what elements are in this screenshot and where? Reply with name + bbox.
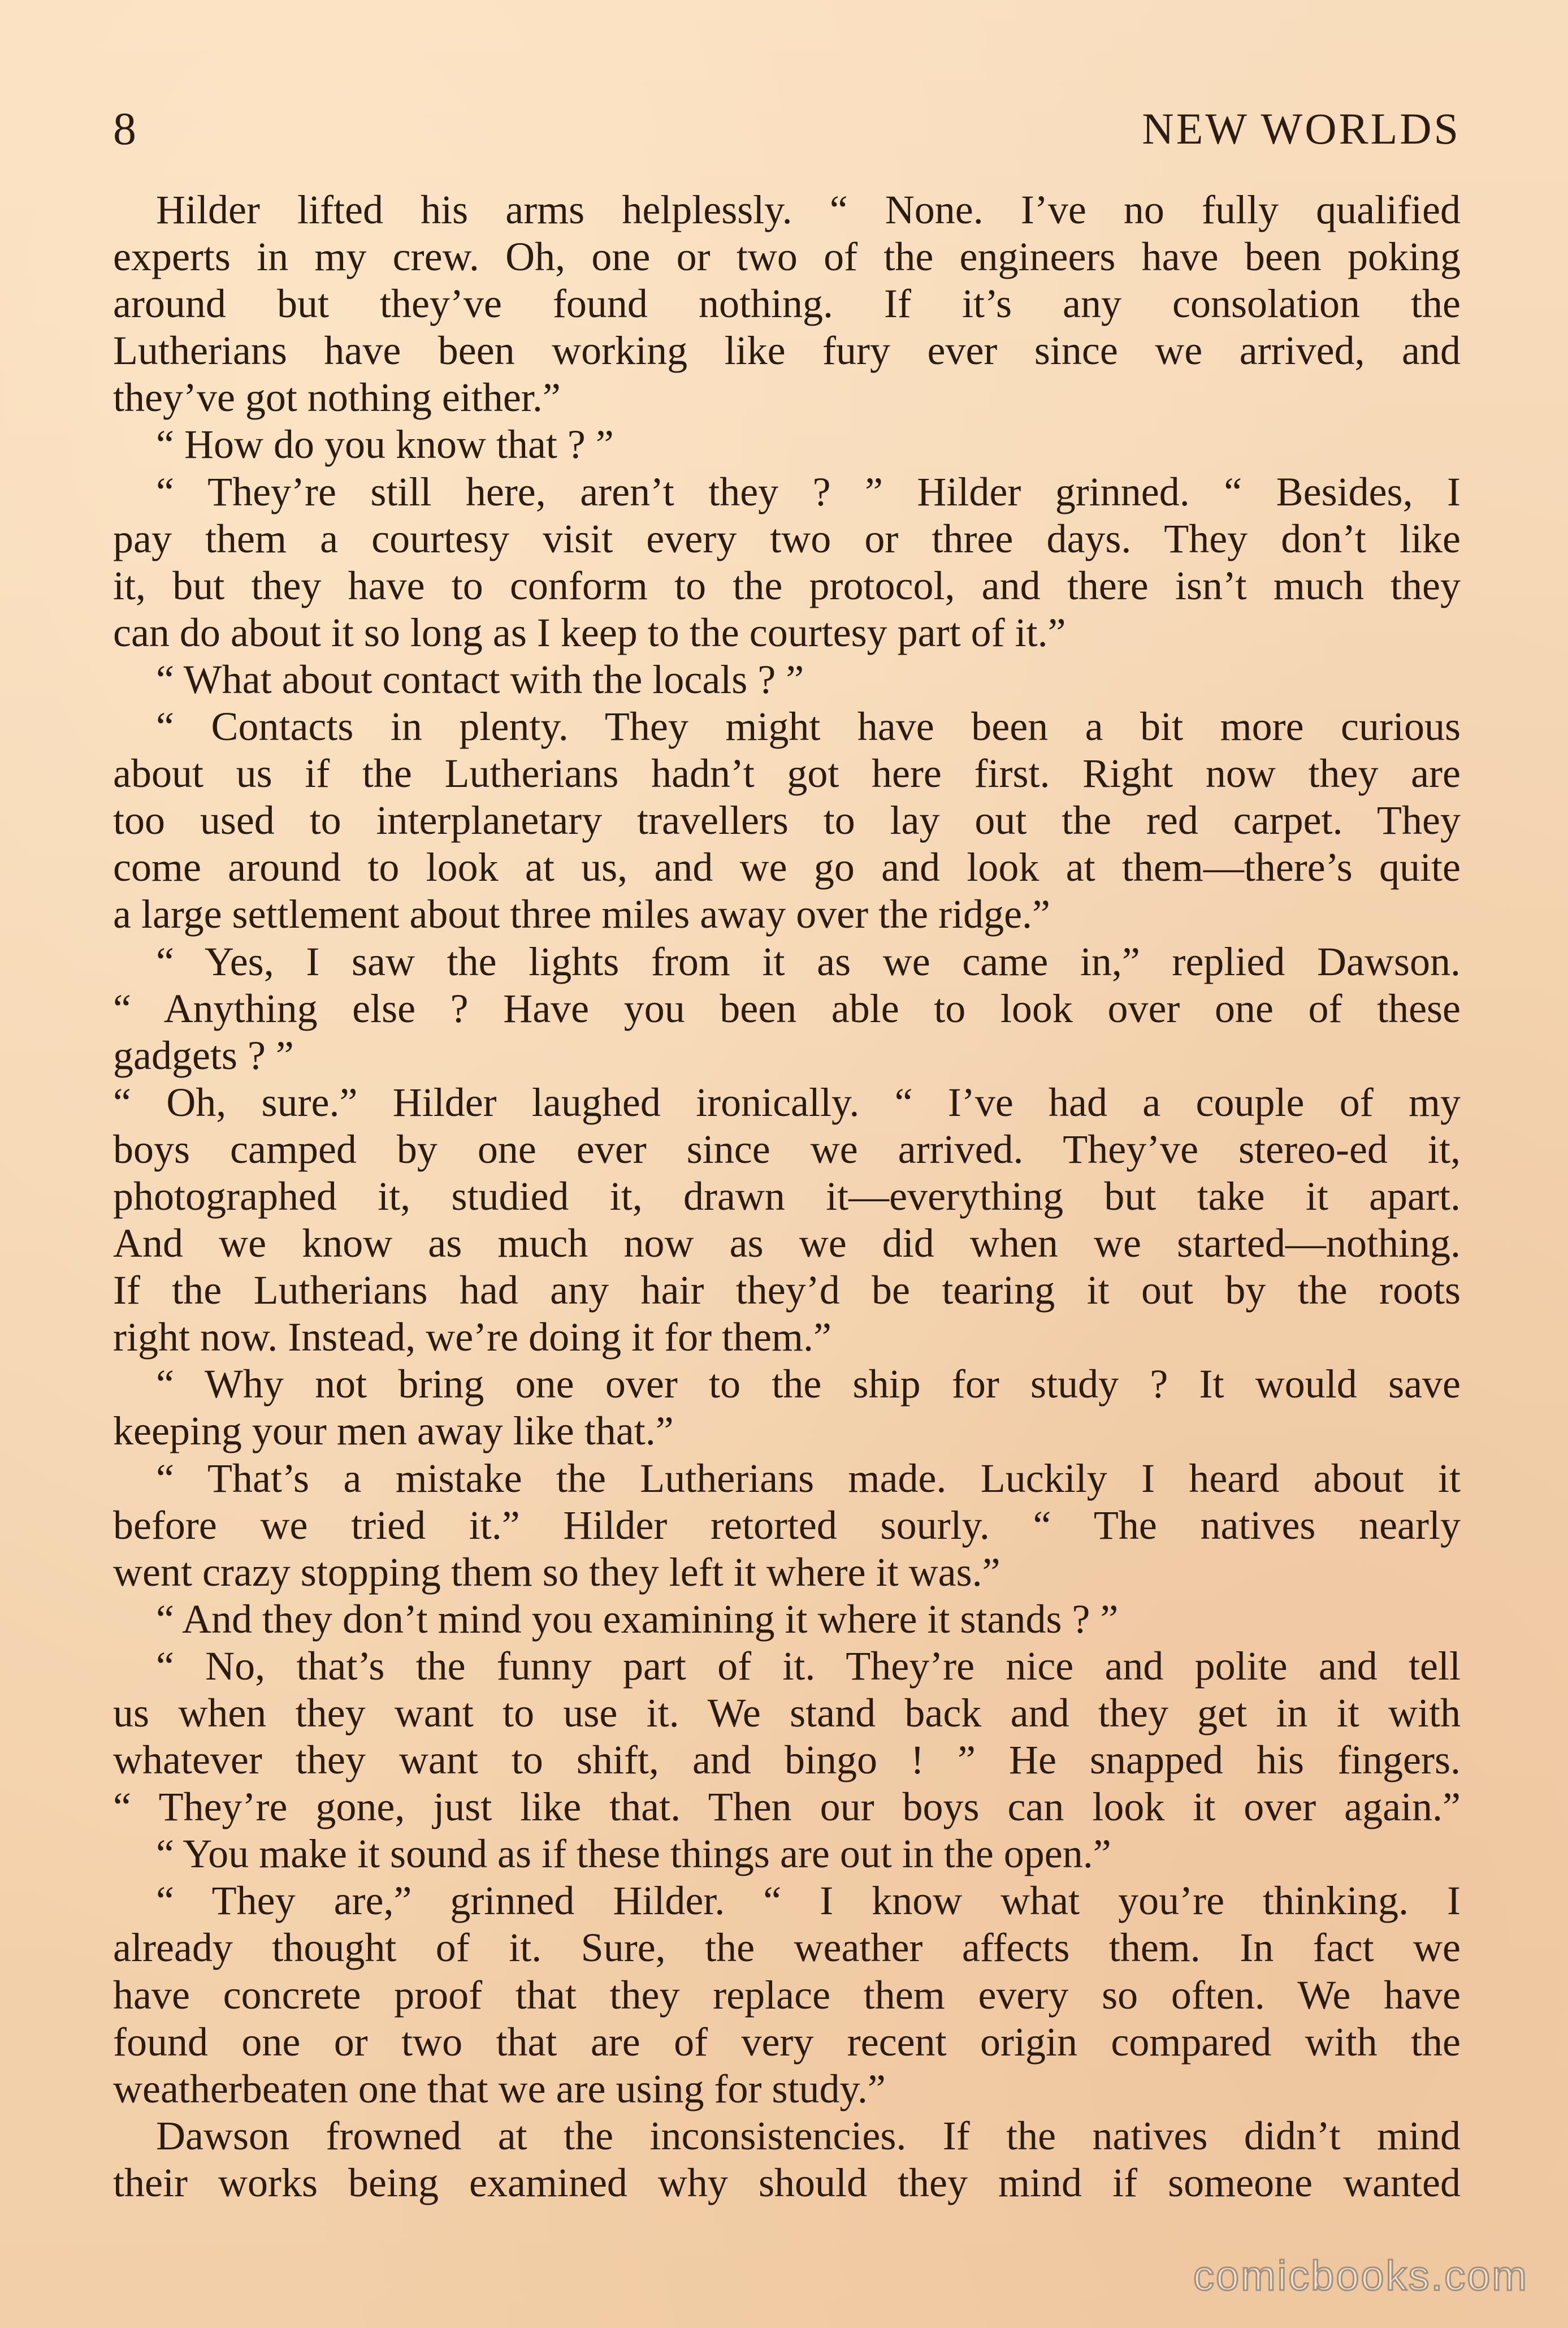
text-line: “ How do you know that ? ” bbox=[156, 422, 614, 468]
text-line: pay them a courtesy visit every two or three days. They don’t like bbox=[113, 516, 1461, 561]
text-line: can do about it so long as I keep to the courtesy part of it.” bbox=[113, 609, 1066, 655]
text-line: about us if the Lutherians hadn’t got here first. Right now they are bbox=[113, 751, 1461, 797]
text-line: “ Contacts in plenty. They might have been a bit more curious bbox=[156, 704, 1461, 750]
text-line: Lutherians have been working like fury ever since we arrived, and bbox=[113, 328, 1461, 374]
text-line: photographed it, studied it, drawn it—everything but take it apart. bbox=[113, 1173, 1461, 1219]
text-line: “ Oh, sure.” Hilder laughed ironically. “ I’ve had a couple of my bbox=[113, 1079, 1461, 1125]
text-line: Hilder lifted his arms helplessly. “ None. I’ve no fully qualified bbox=[156, 187, 1461, 232]
text-line: found one or two that are of very recent origin compared with the bbox=[113, 2019, 1461, 2065]
text-line: And we know as much now as we did when we started—nothing. bbox=[113, 1221, 1461, 1266]
text-line: right now. Instead, we’re doing it for them.” bbox=[113, 1314, 831, 1360]
watermark-logo: comicbooks.com bbox=[1193, 2252, 1528, 2299]
text-line: If the Lutherians had any hair they’d be tearing it out by the roots bbox=[113, 1267, 1461, 1313]
text-line: they’ve got nothing either.” bbox=[113, 375, 561, 421]
text-line: a large settlement about three miles away over the ridge.” bbox=[113, 892, 1051, 937]
text-line: “ You make it sound as if these things are out in the open.” bbox=[156, 1831, 1111, 1877]
body-text bbox=[113, 187, 1461, 2206]
text-line: “ And they don’t mind you examining it where it stands ? ” bbox=[156, 1596, 1119, 1642]
text-line: went crazy stopping them so they left it where it was.” bbox=[113, 1549, 1000, 1595]
text-line: “ That’s a mistake the Lutherians made. Luckily I heard about it bbox=[156, 1455, 1461, 1501]
text-line: “ They are,” grinned Hilder. “ I know what you’re thinking. I bbox=[156, 1878, 1461, 1924]
text-line: “ Why not bring one over to the ship for study ? It would save bbox=[156, 1361, 1461, 1407]
text-line: Dawson frowned at the inconsistencies. If the natives didn’t mind bbox=[156, 2113, 1461, 2158]
page-header bbox=[113, 95, 1461, 163]
text-line: boys camped by one ever since we arrived. They’ve stereo-ed it, bbox=[113, 1126, 1461, 1172]
text-line: it, but they have to conform to the protocol, and there isn’t much they bbox=[113, 562, 1461, 608]
text-line: already thought of it. Sure, the weather affects them. In fact we bbox=[113, 1925, 1461, 1971]
text-line: before we tried it.” Hilder retorted sourly. “ The natives nearly bbox=[113, 1502, 1461, 1548]
text-line: around but they’ve found nothing. If it’s any consolation the bbox=[113, 281, 1461, 327]
text-line: too used to interplanetary travellers to lay out the red carpet. They bbox=[113, 798, 1461, 843]
text-line: us when they want to use it. We stand back and they get in it with bbox=[113, 1690, 1461, 1736]
running-title: NEW WORLDS bbox=[1142, 104, 1461, 153]
text-line: weatherbeaten one that we are using for study.” bbox=[113, 2066, 886, 2111]
text-line: their works being examined why should they mind if someone wanted bbox=[113, 2160, 1461, 2205]
text-line: whatever they want to shift, and bingo ! ” He snapped his fingers. bbox=[113, 1737, 1461, 1783]
text-line: keeping your men away like that.” bbox=[113, 1408, 674, 1454]
text-line: “ They’re gone, just like that. Then our boys can look it over again.” bbox=[113, 1784, 1461, 1830]
text-line: have concrete proof that they replace them every so often. We have bbox=[113, 1972, 1461, 2018]
text-line: experts in my crew. Oh, one or two of the engineers have been poking bbox=[113, 234, 1461, 280]
text-line: “ What about contact with the locals ? ” bbox=[156, 656, 804, 702]
text-line: “ Yes, I saw the lights from it as we came in,” replied Dawson. bbox=[156, 938, 1461, 984]
text-line: “ No, that’s the funny part of it. They’re nice and polite and tell bbox=[156, 1643, 1461, 1689]
text-line: “ Anything else ? Have you been able to look over one of these bbox=[113, 985, 1461, 1031]
page-number: 8 bbox=[113, 103, 137, 154]
text-line: gadgets ? ” bbox=[113, 1032, 294, 1078]
text-line: “ They’re still here, aren’t they ? ” Hilder grinned. “ Besides, I bbox=[156, 469, 1461, 514]
text-line: come around to look at us, and we go and look at them—there’s quite bbox=[113, 845, 1461, 890]
